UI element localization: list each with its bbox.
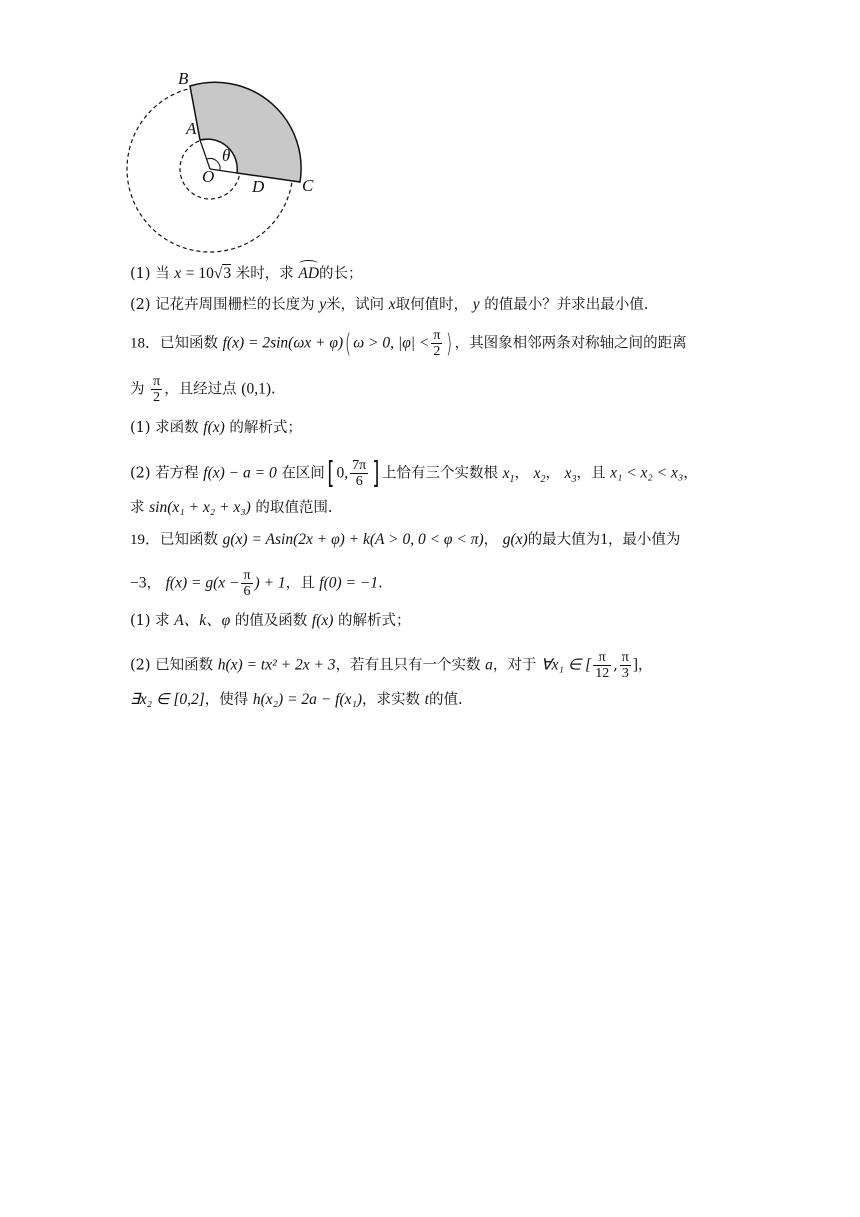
q18-p2-x3: $x_3$ [564,464,577,485]
q18-stem-line1: 18．已知函数 f(x) = 2sin(ωx + φ)( ω > 0, |φ| < $\frac{\pi}{2}$ ) ，其图象相邻两条对称轴之间的距离 [130,328,687,359]
q18-p3-expr: sin(x₁ + x₂ + x₃) [149,499,251,516]
label-O: O [202,167,215,186]
q17-part2 [130,295,648,315]
q18-l1-cond: ω > 0, |φ| < [353,334,430,352]
q17-p1-x: x [174,265,182,282]
q19-p2-b: ，若有且只有一个实数 [335,657,481,674]
q19-l2-a: −3 [130,574,147,592]
q18-l2-c: . [271,381,276,398]
q18-p1-b: 的解析式； [229,420,302,436]
q18-p3-b: 的取值范围. [255,500,333,516]
q17-p2-y: y [319,296,327,313]
q17-p1-prefix: (1) 当 [130,266,170,282]
q17-p2-prefix: (2) 记花卉周围栅栏的长度为 [130,297,315,313]
q19-l2-frac: $\frac{\pi}{6}$ [243,568,251,599]
q18-l2-point: (0,1) [241,380,271,398]
q19-l1-b: ， [483,532,499,548]
q17-p1-val: = 10 [185,265,214,282]
q17-p2-y2: y [472,296,480,313]
q19-p3-b: ，求实数 [362,692,421,708]
q17-p2-mid2: 取何值时， [395,297,469,313]
q18-p3-a: 求 [130,500,145,516]
q18-l1-func: f(x) = 2sin(ωx + φ) [222,334,344,352]
q19-p1-vars: A、k、φ [174,612,231,629]
q18-p2-c: 上恰有三个实数根 [381,465,498,482]
q19-l2-d: ，且 [285,575,315,592]
q19-l2-f: f(x) = g(x − [165,574,240,592]
q19-p2-c: ，对于 [492,657,537,674]
q19-p2-h: h(x) = tx² + 2x + 3 [217,656,336,674]
q19-p3-eq: h(x₂) = 2a − f(x₁) [252,691,363,708]
q17-p1-suffix: 的长； [319,266,363,282]
q19-part1 [130,611,411,631]
q19-l1-g: g(x) = Asin(2x + φ) + k(A > 0, 0 < φ < π) [222,531,484,548]
q18-l2-a: 为 [130,381,145,398]
q19-p1-c: 的解析式； [338,613,411,629]
q18-p1-a: (1) 求函数 [130,420,199,436]
q19-l2-f0: f(0) = −1 [319,574,379,592]
q17-p1-mid: 米时，求 [235,266,294,282]
label-C: C [302,176,314,195]
q19-number: 19． [130,532,161,548]
q19-l1-d: ，最小值为 [607,532,681,548]
q17-p2-x: x [388,296,396,313]
q18-p2-d: ，且 [576,465,606,482]
q19-p2-frac2: $\frac{\pi}{3}$ [621,650,629,681]
q18-p2-b: 在区间 [281,465,325,482]
q19-p2-forall: ∀x₁ ∈ [ [541,656,592,674]
q18-p2-int-a: 0, [336,464,349,482]
label-B: B [178,69,189,88]
q18-part1 [130,418,302,438]
q19-p1-a: (1) 求 [130,613,170,629]
sector-diagram [118,64,338,264]
label-A: A [186,119,197,138]
q18-stem-line2 [130,374,276,405]
q17-p1-sqrt: 3 [223,265,232,282]
q19-p3-a: ，使得 [204,692,249,708]
q18-part2: (2) 若方程 f(x) − a = 0 在区间[ 0, $\frac{7\pi}{6}$ ] 上恰有三个实数根 $x_1$， $x_2$， $x_3$，且 x₁ < x₂ < x₃， [130,455,698,491]
q19-p2-a: (2) 已知函数 [130,657,214,674]
sector-figure [118,64,338,264]
q19-p2-a-var: a [485,656,493,674]
q19-l2-b: ， [146,575,161,592]
q17-p1-arc: AD [298,265,320,282]
q18-p2-ineq: x₁ < x₂ < x₃ [610,464,684,482]
q17-part1: (1) 当 x = 10√3 米时，求 AD的长； [130,265,363,282]
q18-l1-b: ，其图象相邻两条对称轴之间的距离 [454,335,687,352]
q19-stem-line1 [130,530,680,550]
q19-p2-frac1: $\frac{\pi}{12}$ [595,650,610,681]
q19-p3-t: t [424,691,429,708]
label-theta: θ [222,146,231,165]
q18-l1-frac: $\frac{\pi}{2}$ [433,328,441,359]
q18-p2-x2: $x_2$ [533,464,546,485]
q19-stem-line2 [130,568,383,599]
q18-l2-frac: $\frac{\pi}{2}$ [153,374,161,405]
q18-p2-eq: f(x) − a = 0 [203,464,277,482]
q19-l1-g2: g(x) [502,531,528,548]
q18-p2-e: ， [683,465,698,482]
q18-p2-a: (2) 若方程 [130,465,199,482]
q18-number: 18． [130,335,161,352]
label-D: D [252,177,265,196]
q19-part2-cont [130,690,463,710]
q19-p2-close: ] [632,656,639,674]
q17-p2-suffix: 的值最小？并求出最小值. [484,297,649,313]
q19-p3-exists: ∃x₂ ∈ [0,2] [130,691,205,708]
q19-l2-e: . [378,575,383,592]
q19-p2-d: ， [638,657,653,674]
q18-p1-f: f(x) [203,419,225,436]
q18-l1-a: 已知函数 [160,335,219,352]
q19-l1-c: 的最大值为 [527,532,601,548]
q19-part2: (2) 已知函数 h(x) = tx² + 2x + 3，若有且只有一个实数 a，对于 ∀x₁ ∈ [ $\frac{\pi}{12}$ , $\frac{\pi}{3}$ ]， [130,650,653,681]
q19-p3-c: 的值. [428,692,463,708]
q18-l2-b: ，且经过点 [164,381,237,398]
q18-p2-x1: $x_1$ [502,464,515,485]
q18-part2-cont [130,498,332,518]
radius-OA [200,140,210,169]
q18-p2-frac: $\frac{7\pi}{6}$ [352,458,367,489]
q19-l2-c: ) + 1 [254,574,286,592]
q19-p1-b: 的值及函数 [234,613,308,629]
q17-p2-mid1: 米，试问 [326,297,385,313]
q19-l1-one: 1 [600,531,608,548]
q19-l1-a: 已知函数 [160,532,219,548]
q19-p1-f: f(x) [311,612,334,629]
